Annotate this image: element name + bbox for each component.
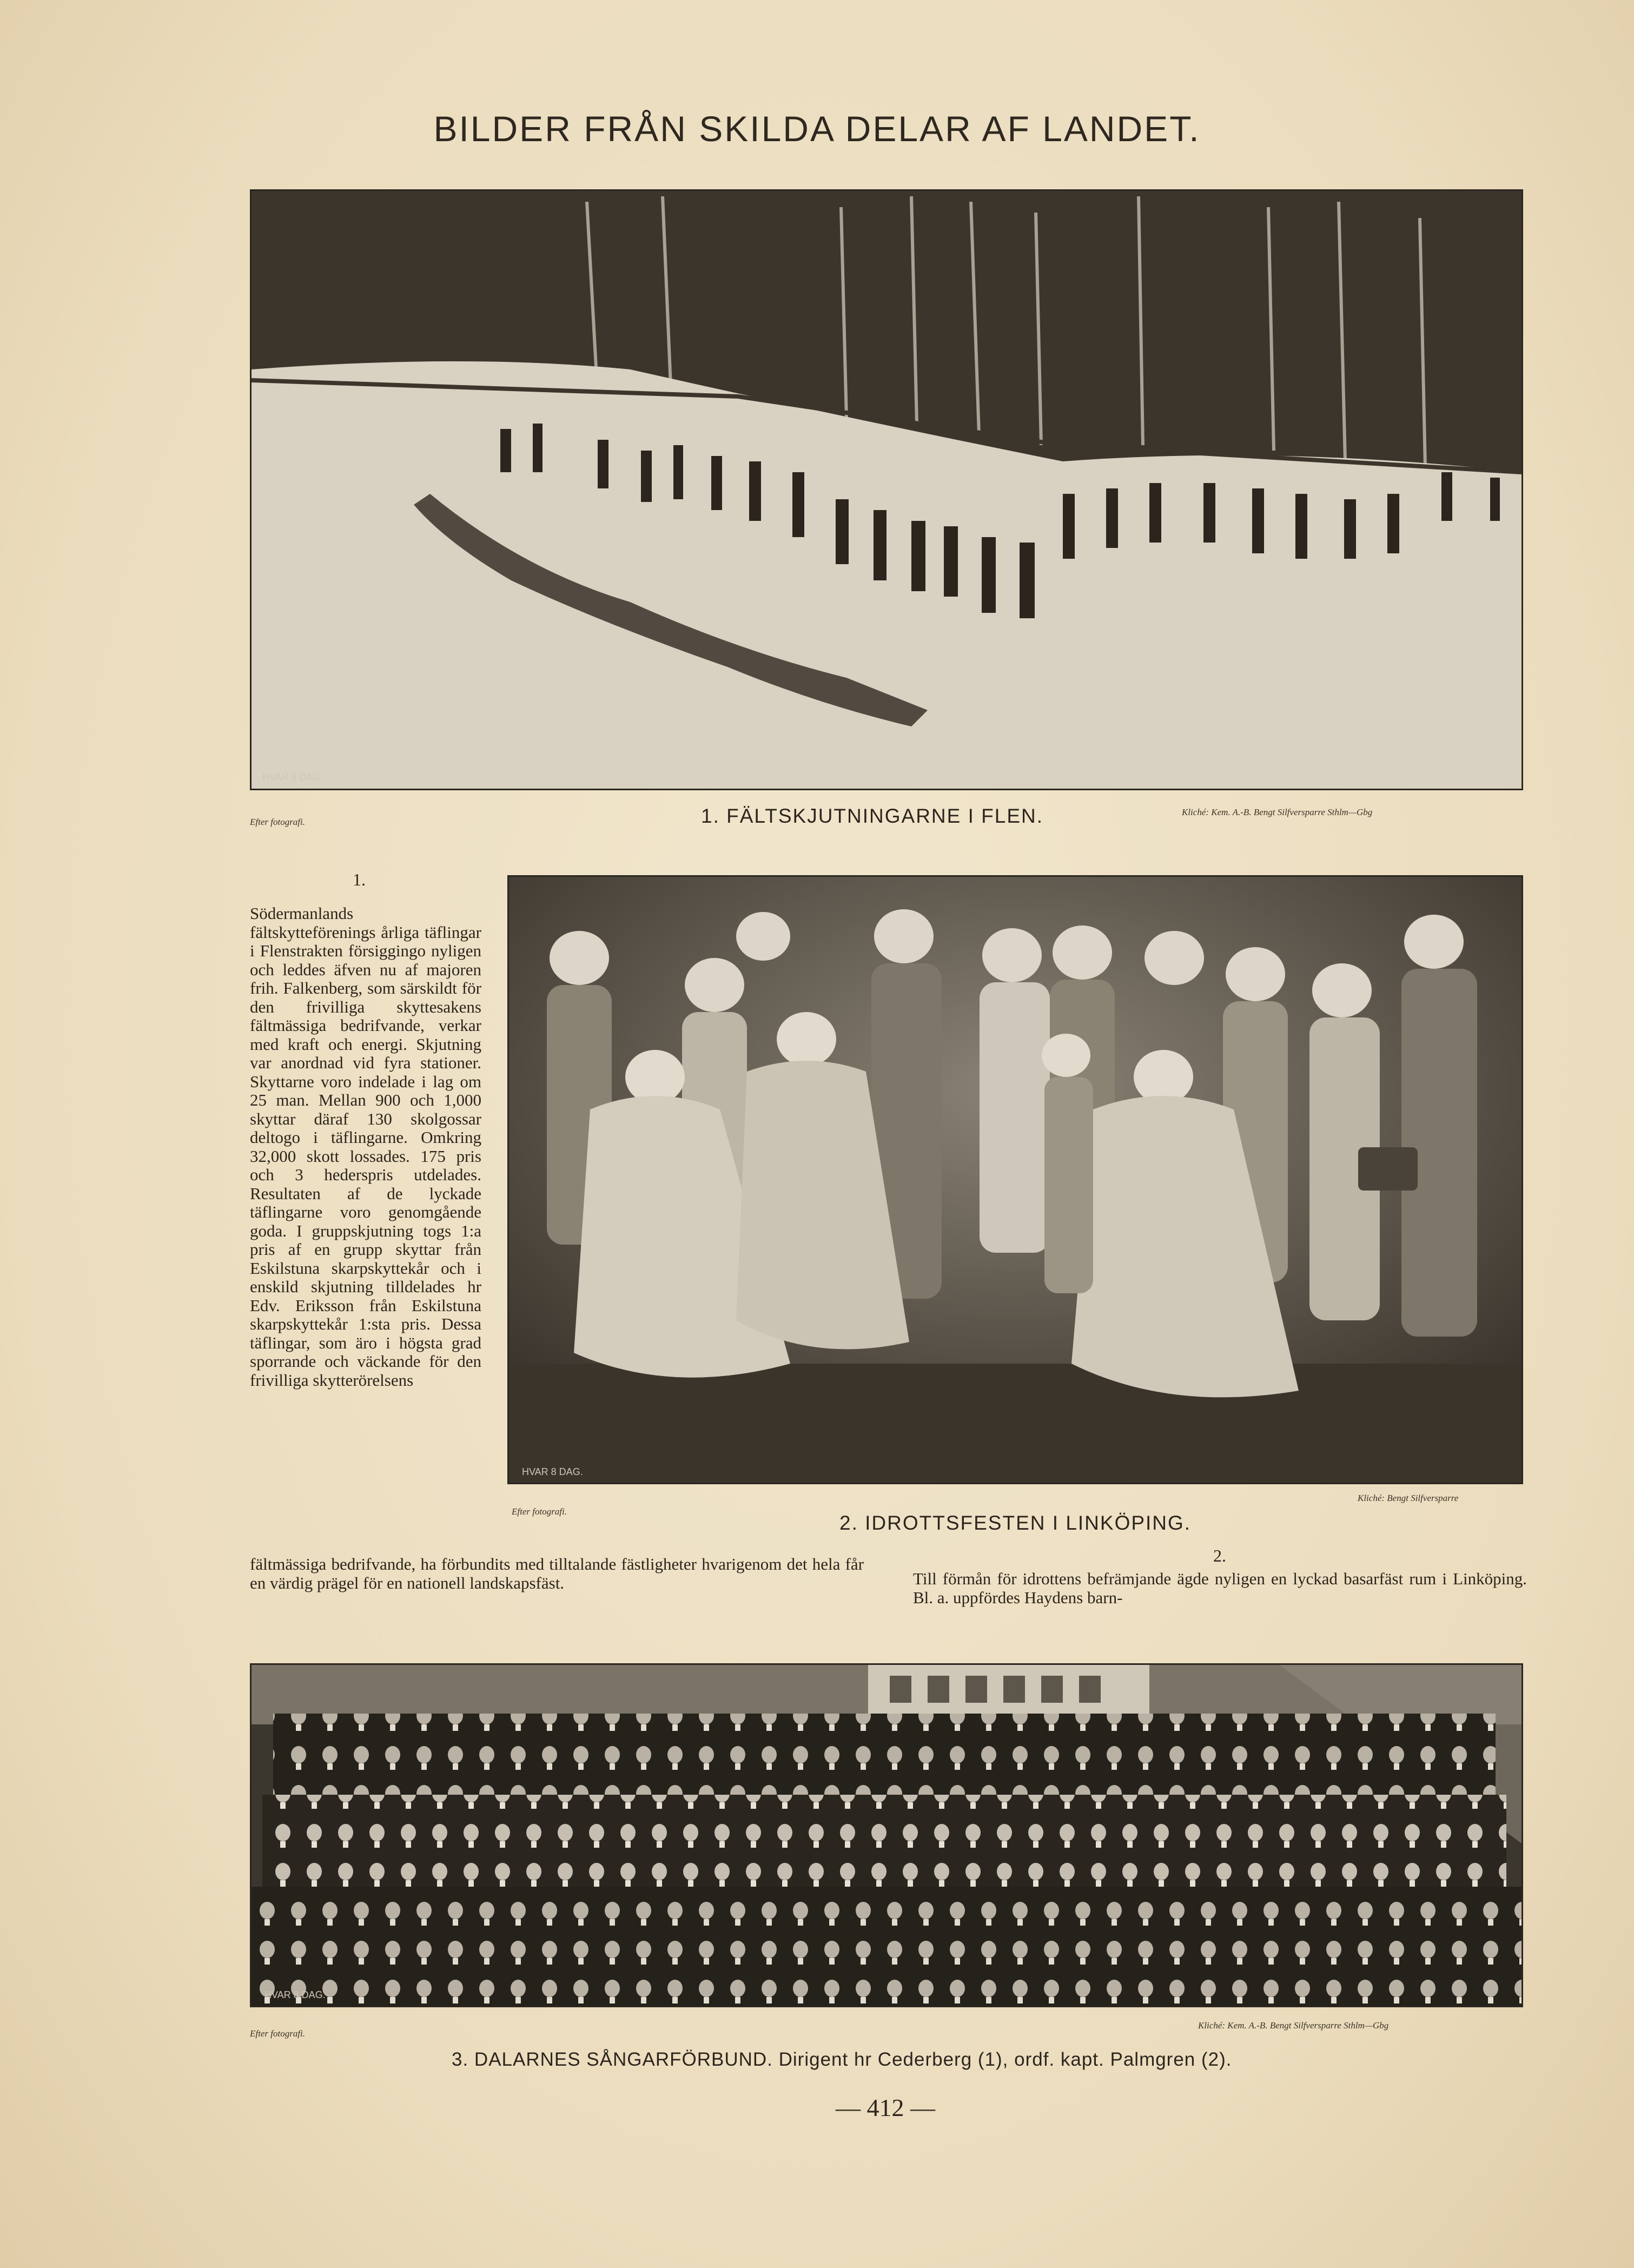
photo-costume-group-illustration [509, 877, 1521, 1483]
article1-number: 1. [353, 870, 366, 889]
photo1-watermark: HVAR 8 DAG. [262, 772, 323, 783]
article2-number: 2. [1213, 1546, 1226, 1565]
figure3-credit-right: Kliché: Kem. A.-B. Bengt Silfversparre Sthlm—Gbg [1198, 2020, 1389, 2031]
photo-choir-group-illustration [252, 1665, 1521, 2006]
figure1-caption: 1. FÄLTSKJUTNINGARNE I FLEN. [701, 805, 1044, 827]
photo-field-shooting [250, 189, 1523, 790]
photo-field-shooting-illustration [252, 191, 1521, 789]
article1-continuation: fältmässiga bedrifvande, ha förbundits med tilltalande fästligheter hvarigenom det hela får en värdig prägel för en nationell landskapsfäst. [250, 1555, 864, 1592]
figure2-credit-left: Efter fotografi. [512, 1506, 567, 1517]
article1-paragraph: Södermanlands fältskytteförenings årliga täflingar i Flenstrakten försiggingo nyligen och leddes äfven nu af majoren frih. Falkenberg, som särskildt för den frivilliga skyttesakens fältmässiga bedrifvande, verkar med kraft och energi. Skjutning var anordnad vid fyra stationer. Skyttarne voro indelade i lag om 25 man. Mellan 900 och 1,000 skyttar däraf 130 skolgossar deltogo i täflingarne. Omkring 32,000 skott lossades. 175 pris och 3 hederspris utdelades. Resultaten af de lyckade täflingarne voro genomgående goda. I gruppskjutning togs 1:a pris af en grupp skyttar från Eskilstuna skarpskyttekår och i enskild skjutning tilldelades hr Edv. Eriksson från Eskilstuna skarpskyttekår 1:sta pris. Dessa täflingar, som äro i högsta grad sporrande och väckande för den frivilliga skytterörelsens [250, 904, 481, 1390]
photo3-watermark: HVAR 8 DAG. [264, 1989, 326, 2000]
page-number: — 412 — [836, 2094, 935, 2121]
photo-choir-group [250, 1663, 1523, 2007]
article2-text: Till förmån för idrottens befrämjande ägde nyligen en lyckad basarfäst rum i Linköping. Bl. a. uppfördes Haydens barn- [913, 1569, 1527, 1607]
photo-costume-group [507, 875, 1523, 1484]
photo2-watermark: HVAR 8 DAG. [522, 1466, 583, 1477]
figure1-credit-left: Efter fotografi. [250, 817, 305, 827]
figure2-caption: 2. IDROTTSFESTEN I LINKÖPING. [839, 1512, 1192, 1534]
figure2-credit-right: Kliché: Bengt Silfversparre [1358, 1493, 1459, 1503]
page-headline: BILDER FRÅN SKILDA DELAR AF LANDET. [433, 109, 1201, 149]
figure3-credit-left: Efter fotografi. [250, 2028, 305, 2039]
article1-text [250, 904, 481, 1545]
figure3-caption: 3. DALARNES SÅNGARFÖRBUND. Dirigent hr Cederberg (1), ordf. kapt. Palmgren (2). [452, 2049, 1232, 2070]
figure1-credit-right: Kliché: Kem. A.-B. Bengt Silfversparre Sthlm—Gbg [1182, 807, 1373, 817]
